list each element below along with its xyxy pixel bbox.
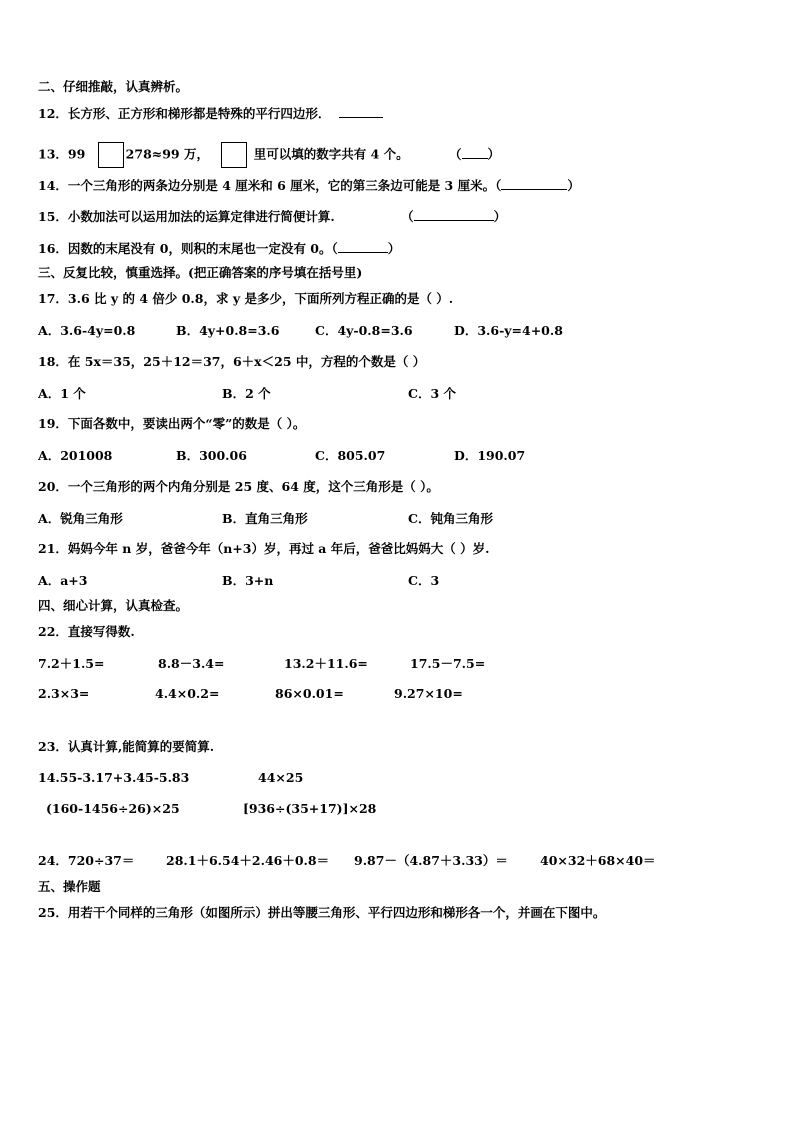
q13-pre: 99	[67, 146, 86, 162]
question-15	[38, 208, 506, 225]
q16-paren-right: ）	[387, 241, 401, 256]
q20-text: 一个三角形的两个内角分别是 25 度、64 度，这个三角形是（ ）。	[67, 479, 439, 494]
q12-answer-blank[interactable]	[339, 105, 383, 118]
q25-text: 用若干个同样的三角形（如图所示）拼出等腰三角形、平行四边形和梯形各一个，并画在下图中。	[67, 905, 606, 920]
q22-calc-3: 13.2＋11.6=	[284, 656, 368, 671]
q19-option-b[interactable]: B．300.06	[176, 448, 247, 463]
q23-expr-4: [936÷(35+17)]×28	[243, 801, 377, 816]
q22-number: 22．	[38, 624, 68, 639]
q14-paren-right: ）	[567, 178, 580, 193]
q15-text: 小数加法可以运用加法的运算定律进行简便计算.	[67, 209, 335, 224]
q19-option-c[interactable]: C．805.07	[315, 448, 386, 463]
q12-text: 长方形、正方形和梯形都是特殊的平行四边形．	[67, 106, 331, 121]
question-22	[38, 624, 135, 640]
section-2-title: 二、仔细推敲，认真辨析。	[38, 79, 189, 94]
q18-option-c[interactable]: C．3 个	[408, 386, 456, 401]
q22-calc-1: 7.2＋1.5=	[38, 656, 105, 671]
q16-paren-left: （	[331, 241, 338, 256]
q16-text: 因数的末尾没有 0，则积的末尾也一定没有 0。	[67, 241, 332, 256]
question-14	[38, 177, 580, 194]
q15-paren-left: （	[401, 209, 414, 224]
question-20	[38, 479, 439, 495]
q24-expr-4: 40×32＋68×40＝	[540, 853, 656, 868]
q22-calc-7: 86×0.01=	[275, 686, 344, 701]
q19-number: 19．	[38, 416, 68, 431]
q14-paren-left: （	[495, 178, 502, 193]
q22-text: 直接写得数.	[67, 624, 135, 639]
q23-expr-1: 14.55-3.17+3.45-5.83	[38, 770, 190, 785]
q20-number: 20．	[38, 479, 68, 494]
q13-mid: 278≈99 万，	[125, 146, 209, 162]
q21-text: 妈妈今年 n 岁，爸爸今年（n+3）岁，再过 a 年后，爸爸比妈妈大（ ）岁.	[67, 541, 490, 556]
q12-number: 12．	[38, 106, 68, 121]
q17-number: 17．	[38, 291, 68, 306]
q13-post: 里可以填的数字共有 4 个。	[253, 146, 409, 162]
q21-option-a[interactable]: A．a+3	[38, 573, 88, 588]
q21-number: 21．	[38, 541, 68, 556]
q24-number: 24．	[38, 853, 68, 868]
question-13	[38, 142, 500, 168]
q20-option-c[interactable]: C．钝角三角形	[408, 511, 493, 526]
q13-reference-box	[221, 142, 247, 168]
q21-option-c[interactable]: C．3	[408, 573, 440, 588]
q18-option-a[interactable]: A．1 个	[38, 386, 86, 401]
question-12	[38, 105, 383, 122]
section-3-title: 三、反复比较，慎重选择。(把正确答案的序号填在括号里)	[38, 265, 363, 280]
q23-expr-3: (160-1456÷26)×25	[46, 801, 180, 816]
section-5-title: 五、操作题	[38, 879, 101, 894]
q20-option-a[interactable]: A．锐角三角形	[38, 511, 123, 526]
q24-expr-2: 28.1＋6.54＋2.46＋0.8＝	[166, 853, 330, 868]
q22-calc-6: 4.4×0.2=	[155, 686, 220, 701]
q15-paren-right: ）	[493, 209, 507, 224]
q21-option-b[interactable]: B．3+n	[222, 573, 274, 588]
q13-digit-box[interactable]	[98, 142, 124, 168]
q23-expr-2: 44×25	[258, 770, 304, 785]
question-24	[38, 853, 134, 869]
section-4-title: 四、细心计算，认真检查。	[38, 598, 189, 613]
q13-paren-left: （	[448, 146, 462, 162]
q15-answer-blank[interactable]	[414, 208, 494, 221]
q24-expr-1: 720÷37＝	[67, 853, 135, 868]
q17-text: 3.6 比 y 的 4 倍少 0.8，求 y 是多少，下面所列方程正确的是（ ）.	[67, 291, 454, 306]
question-16	[38, 240, 400, 257]
q13-number: 13．	[38, 146, 68, 162]
question-21	[38, 541, 489, 557]
q13-answer-blank[interactable]	[462, 146, 488, 159]
q22-calc-4: 17.5－7.5=	[410, 656, 486, 671]
q23-number: 23．	[38, 739, 68, 754]
q17-option-d[interactable]: D．3.6-y=4+0.8	[454, 323, 563, 338]
question-25	[38, 905, 605, 921]
q22-calc-2: 8.8－3.4=	[158, 656, 225, 671]
question-23	[38, 739, 214, 755]
q17-option-a[interactable]: A．3.6-4y=0.8	[38, 323, 136, 338]
q19-option-d[interactable]: D．190.07	[454, 448, 526, 463]
q16-answer-blank[interactable]	[338, 240, 388, 253]
question-17	[38, 291, 453, 307]
q22-calc-5: 2.3×3=	[38, 686, 90, 701]
question-18	[38, 354, 425, 370]
question-19	[38, 416, 305, 432]
q17-option-c[interactable]: C．4y-0.8=3.6	[315, 323, 413, 338]
q25-number: 25．	[38, 905, 68, 920]
q19-text: 下面各数中，要读出两个“零”的数是（ ）。	[67, 416, 306, 431]
q16-number: 16．	[38, 241, 68, 256]
q17-option-b[interactable]: B．4y+0.8=3.6	[176, 323, 280, 338]
q13-paren-right: ）	[487, 146, 501, 162]
q18-number: 18．	[38, 354, 68, 369]
q24-expr-3: 9.87－（4.87＋3.33）＝	[354, 853, 508, 868]
q23-text: 认真计算,能简算的要简算.	[67, 739, 215, 754]
q15-number: 15．	[38, 209, 68, 224]
q14-text: 一个三角形的两条边分别是 4 厘米和 6 厘米，它的第三条边可能是 3 厘米。	[67, 178, 496, 193]
q20-option-b[interactable]: B．直角三角形	[222, 511, 308, 526]
q19-option-a[interactable]: A．201008	[38, 448, 113, 463]
q22-calc-8: 9.27×10=	[394, 686, 463, 701]
q14-answer-blank[interactable]	[501, 177, 567, 190]
q18-text: 在 5x＝35，25＋12＝37，6＋x＜25 中，方程的个数是（ ）	[67, 354, 426, 369]
q18-option-b[interactable]: B．2 个	[222, 386, 271, 401]
q14-number: 14．	[38, 178, 68, 193]
